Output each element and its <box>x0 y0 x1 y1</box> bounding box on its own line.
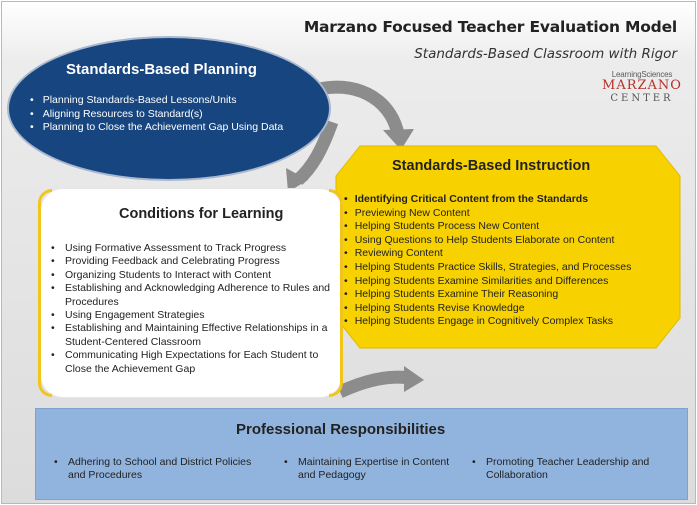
conditions-item: • Using Engagement Strategies <box>51 309 331 322</box>
conditions-item: • Using Formative Assessment to Track Progress <box>51 242 331 255</box>
instruction-item: • Identifying Critical Content from the Standards <box>344 193 631 207</box>
instruction-item: • Helping Students Practice Skills, Strategies, and Processes <box>344 261 631 275</box>
conditions-title: Conditions for Learning <box>119 206 284 222</box>
conditions-item: • Communicating High Expectations for Each Student to Close the Achievement Gap <box>51 349 331 376</box>
logo-bottom-text: CENTER <box>610 93 674 104</box>
instruction-title: Standards-Based Instruction <box>392 158 591 174</box>
planning-item: • Planning Standards-Based Lessons/Units <box>30 94 283 108</box>
conditions-list <box>51 242 331 376</box>
conditions-left-bracket <box>38 189 52 397</box>
instruction-item: • Helping Students Revise Knowledge <box>344 302 631 316</box>
professional-title: Professional Responsibilities <box>236 421 446 438</box>
planning-item: • Aligning Resources to Standard(s) <box>30 108 283 122</box>
conditions-item: • Providing Feedback and Celebrating Progress <box>51 255 331 268</box>
conditions-item: • Establishing and Maintaining Effective Relationships in a Student-Centered Classroom <box>51 322 331 349</box>
instruction-item: • Reviewing Content <box>344 247 631 261</box>
conditions-item: • Organizing Students to Interact with Content <box>51 269 331 282</box>
instruction-item: • Previewing New Content <box>344 207 631 221</box>
instruction-item: • Helping Students Examine Their Reasoning <box>344 288 631 302</box>
planning-item: • Planning to Close the Achievement Gap Using Data <box>30 121 283 135</box>
instruction-item: • Helping Students Engage in Cognitively Complex Tasks <box>344 315 631 329</box>
logo-mid-text: MARZANO <box>602 78 682 93</box>
instruction-item: • Helping Students Process New Content <box>344 220 631 234</box>
planning-title: Standards-Based Planning <box>66 61 257 78</box>
conditions-right-bracket <box>329 189 343 397</box>
professional-item: • Promoting Teacher Leadership and Collaboration <box>472 456 676 483</box>
conditions-item: • Establishing and Acknowledging Adherence to Rules and Procedures <box>51 282 331 309</box>
logo-top-text: LearningSciences <box>611 70 673 79</box>
page-title: Marzano Focused Teacher Evaluation Model <box>303 18 677 36</box>
instruction-list <box>344 193 631 329</box>
page-subtitle: Standards-Based Classroom with Rigor <box>414 46 677 62</box>
professional-item: • Maintaining Expertise in Content and Pedagogy <box>284 456 458 483</box>
instruction-item: • Using Questions to Help Students Elaborate on Content <box>344 234 631 248</box>
instruction-item: • Helping Students Examine Similarities and Differences <box>344 275 631 289</box>
professional-item: • Adhering to School and District Policies and Procedures <box>54 456 258 483</box>
